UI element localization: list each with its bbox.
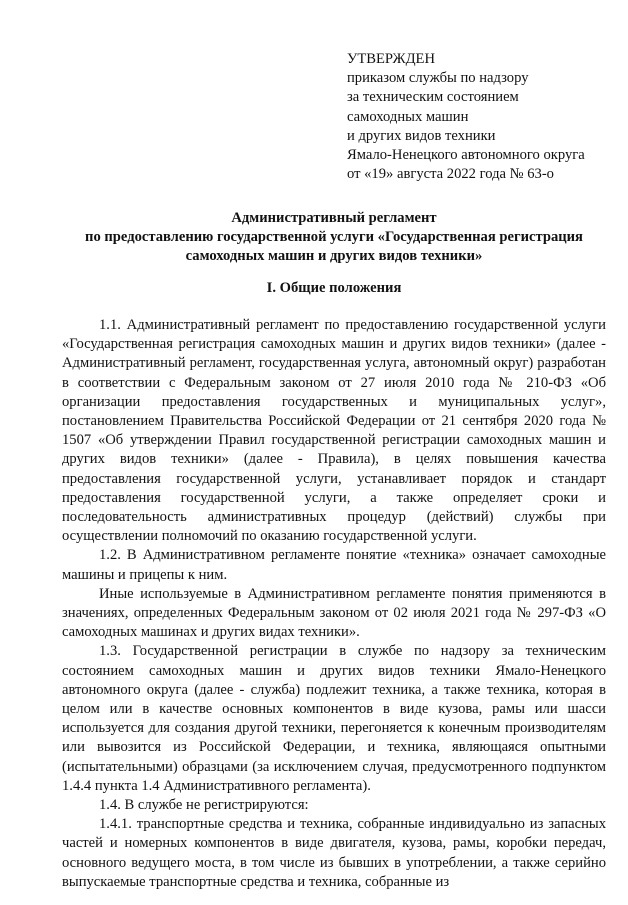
section-heading: I. Общие положения — [266, 280, 402, 296]
approval-line: УТВЕРЖДЕН — [347, 51, 435, 67]
paragraph: 1.1. Административный регламент по предоставлению государственной услуги «Государственная регистрация самоходных машин и других видов техники» (далее - Административный регламент, государственная услуга, автономный округ) разработан в соответствии с Федеральным законом от 27 июля 2010 года № 210-ФЗ «Об организации предоставления государственных и муниципальных услуг», постановлением Правительства Российской Федерации от 21 сентября 2020 года № 1507 «Об утверждении Правил государственной регистрации самоходных машин и других видов техники» (далее - Правила), в целях повышения качества предоставления государственной услуги, устанавливает порядок и стандарт предоставления государственной услуги, а также определяет сроки и последовательность административных процедур (действий) службы при осуществлении полномочий по оказанию государственной услуги. — [62, 317, 606, 545]
paragraph: Иные используемые в Административном регламенте понятия применяются в значениях, определенных Федеральным законом от 02 июля 2021 года № 297-ФЗ «О самоходных машинах и других видах техники». — [62, 585, 606, 641]
paragraph: 1.4.1. транспортные средства и техника, собранные индивидуально из запасных частей и номерных компонентов в виде двигателя, кузова, рамы, коробки передач, основного ведущего моста, в том числе из бывших в употреблении, а также серийно выпускаемые транспортные средства и техника, собранные из — [62, 816, 606, 890]
approval-line: за техническим состоянием — [347, 89, 519, 106]
approval-stamp — [347, 50, 585, 184]
paragraph: 1.4. В службе не регистрируются: — [99, 797, 309, 814]
approval-line: от «19» августа 2022 года № 63-о — [347, 166, 554, 183]
approval-line: самоходных машин — [347, 108, 469, 125]
paragraph: 1.3. Государственной регистрации в службе по надзору за техническим состоянием самоходных машин и других видов техники Ямало-Ненецкого автономного округа (далее - служба) подлежит техника, а также техника, которая в целом или в качестве основных компонентов в виде кузова, рамы или шасси используется для создания другой техники, перегоняется к конечным производителям или вывозится из Российской Федерации, и техника, являющаяся опытными (испытательными) образцами (за исключением случая, предусмотренного подпунктом 1.4.4 пункта 1.4 Административного регламента). — [62, 643, 606, 794]
title-line: по предоставлению государственной услуги «Государственная регистрация — [85, 229, 583, 246]
approval-line: приказом службы по надзору — [347, 70, 529, 87]
title-line: Административный регламент — [231, 210, 437, 226]
title-line: самоходных машин и других видов техники» — [185, 248, 483, 265]
paragraph: 1.2. В Административном регламенте понятие «техника» означает самоходные машины и прицепы к ним. — [62, 547, 606, 583]
approval-line: и других видов техники — [347, 127, 496, 144]
document-title — [62, 209, 606, 267]
document-body — [62, 316, 606, 892]
approval-line: Ямало-Ненецкого автономного округа — [347, 147, 585, 164]
